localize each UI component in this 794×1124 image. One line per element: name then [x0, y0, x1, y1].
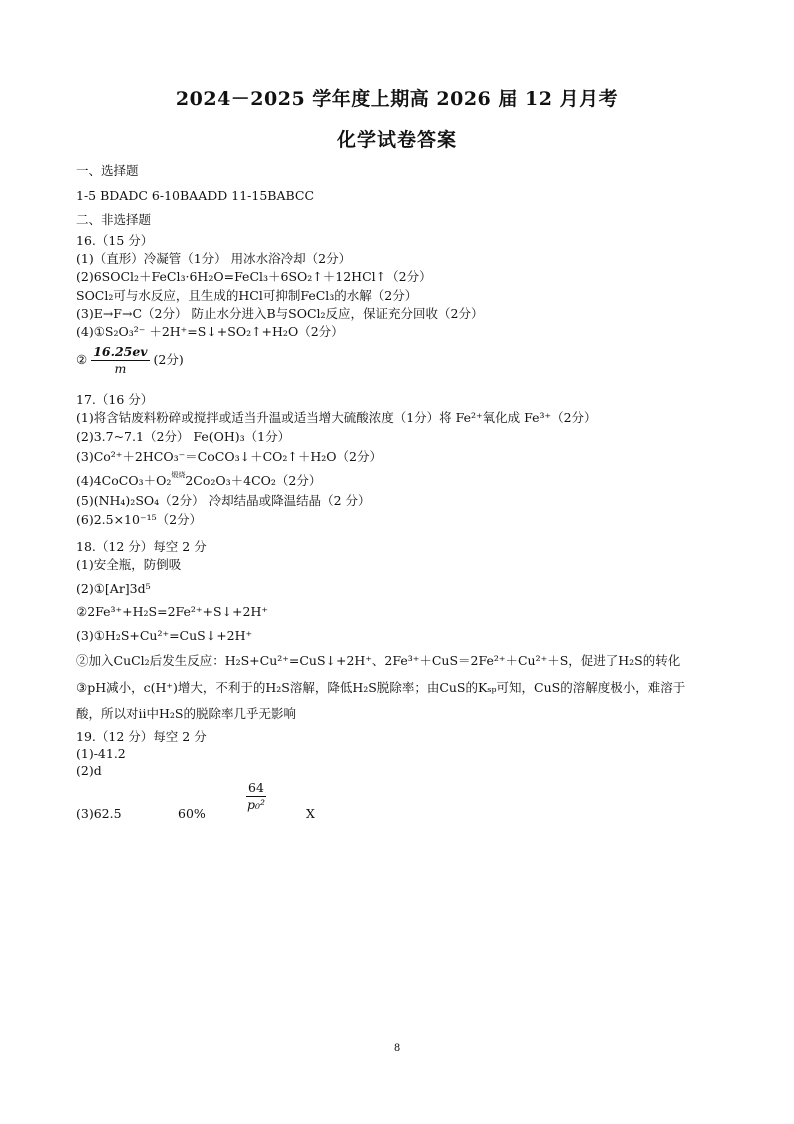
answer-line: 酸，所以对ii中H₂S的脱除率几乎无影响 — [76, 706, 296, 721]
page-number: 8 — [393, 1043, 401, 1054]
section-heading: 二、非选择题 — [76, 212, 152, 227]
fraction-numerator: 64 — [248, 780, 264, 795]
fraction — [91, 344, 149, 377]
answer-value: X — [306, 806, 315, 821]
equation-right: 2Co₂O₃＋4CO₂（2分） — [185, 473, 322, 488]
fraction-answer — [76, 344, 184, 377]
score-label: (2分) — [153, 352, 184, 367]
reaction-condition: 煅烧 — [171, 471, 186, 479]
fraction-denominator: p₀² — [246, 797, 265, 812]
answer-line: (1)-41.2 — [76, 746, 126, 761]
question-heading: 19.（12 分）每空 2 分 — [76, 729, 207, 744]
answer-line: (2)3.7~7.1（2分） Fe(OH)₃（1分） — [76, 429, 291, 444]
answer-line — [76, 473, 321, 491]
answer-line: (3)E→F→C（2分） 防止水分进入B与SOCl₂反应，保证充分回收（2分） — [76, 306, 484, 321]
question-heading: 16.（15 分） — [76, 233, 154, 248]
exam-subtitle: 化学试卷答案 — [336, 129, 457, 151]
answer-line: (1)将含钴废料粉碎或搅拌或适当升温或适当增大硫酸浓度（1分）将 Fe²⁺氧化成 Fe³⁺（2分） — [76, 410, 597, 425]
equation-left: (4)4CoCO₃＋O₂ — [76, 473, 172, 488]
answer-line: (2)①[Ar]3d⁵ — [76, 581, 151, 596]
answer-line: ②加入CuCl₂后发生反应：H₂S+Cu²⁺=CuS↓+2H⁺、2Fe³⁺＋CuS＝2Fe²⁺＋Cu²⁺＋S，促进了H₂S的转化 — [76, 653, 681, 668]
question-heading: 18.（12 分）每空 2 分 — [76, 539, 207, 554]
fraction-numerator: 16.25ev — [93, 344, 148, 359]
fraction-answer — [246, 780, 266, 813]
answer-line: ③pH减小，c(H⁺)增大，不利于的H₂S溶解，降低H₂S脱除率；由CuS的Kₛₚ可知，CuS的溶解度极小，难溶于 — [76, 680, 686, 695]
answer-line: (3)Co²⁺＋2HCO₃⁻＝CoCO₃↓＋CO₂↑＋H₂O（2分） — [76, 449, 382, 464]
circled-number: ② — [76, 352, 88, 367]
answer-value: 60% — [178, 806, 206, 821]
answer-line: (6)2.5×10⁻¹⁵（2分） — [76, 512, 203, 527]
answer-line: (4)①S₂O₃²⁻ ＋2H⁺=S↓+SO₂↑+H₂O（2分） — [76, 324, 344, 339]
answer-line: (1)安全瓶，防倒吸 — [76, 557, 182, 572]
answer-value: (3)62.5 — [76, 806, 122, 821]
exam-title: 2024－2025 学年度上期高 2026 届 12 月月考 — [175, 88, 619, 110]
question-heading: 17.（16 分） — [76, 392, 154, 407]
answer-line: SOCl₂可与水反应，且生成的HCl可抑制FeCl₃的水解（2分） — [76, 288, 418, 303]
fraction — [246, 780, 266, 813]
answer-line: (2)6SOCl₂＋FeCl₃·6H₂O=FeCl₃＋6SO₂↑＋12HCl↑（2分） — [76, 269, 432, 284]
fraction-denominator: m — [114, 361, 127, 376]
answer-line: ②2Fe³⁺+H₂S=2Fe²⁺+S↓+2H⁺ — [76, 604, 268, 619]
answer-line: (5)(NH₄)₂SO₄（2分） 冷却结晶或降温结晶（2 分） — [76, 493, 371, 508]
section-heading: 一、选择题 — [76, 163, 139, 178]
answer-line: (3)①H₂S+Cu²⁺=CuS↓+2H⁺ — [76, 628, 253, 643]
answer-line: (1)（直形）冷凝管（1分） 用冰水浴冷却（2分） — [76, 251, 352, 266]
answer-line: (2)d — [76, 763, 102, 778]
choice-answers: 1-5 BDADC 6-10BAADD 11-15BABCC — [76, 188, 315, 203]
